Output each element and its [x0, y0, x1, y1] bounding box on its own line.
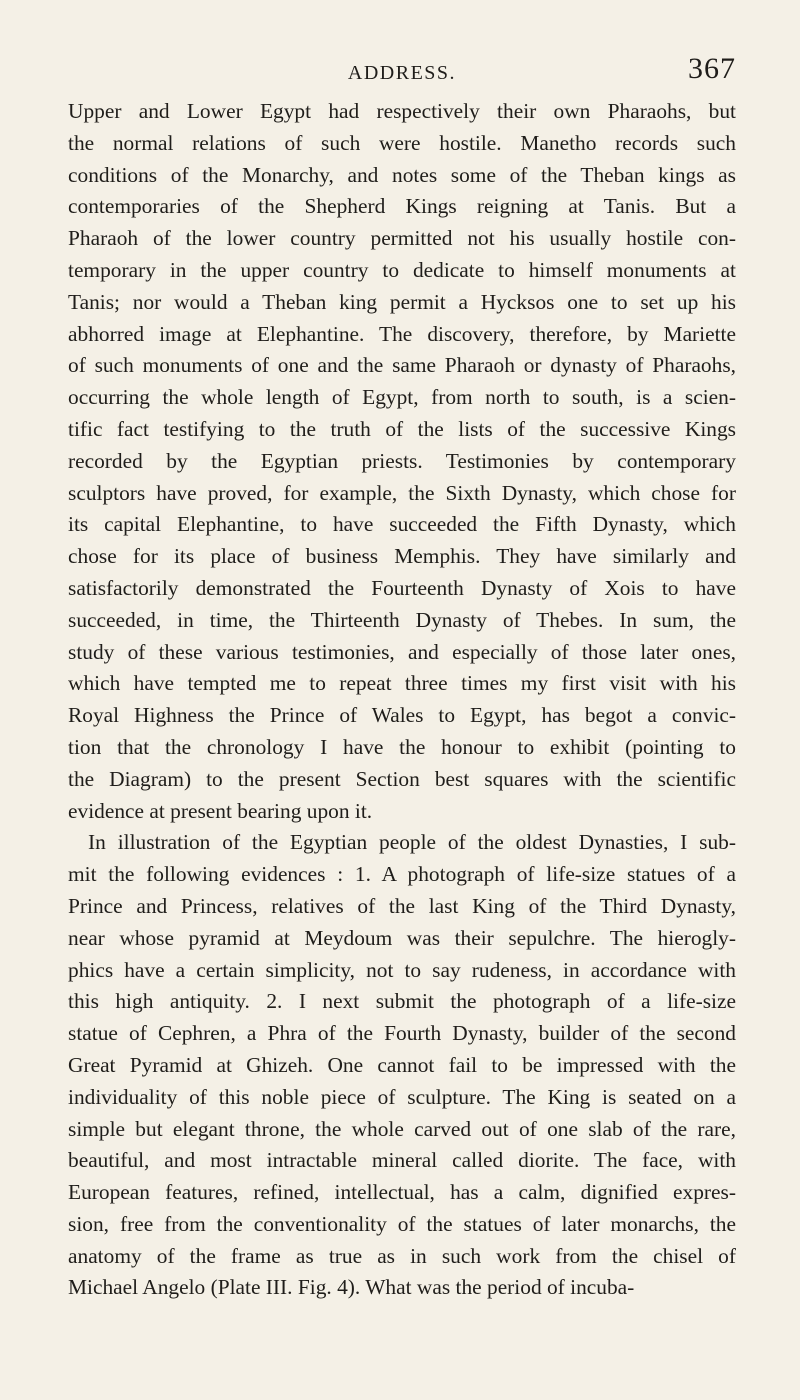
text-line: Royal Highness the Prince of Wales to Egypt, has begot a convic-	[68, 703, 736, 728]
body-text	[68, 96, 736, 1304]
text-line: this high antiquity. 2. I next submit the photograph of a life-size	[68, 989, 736, 1014]
text-line: abhorred image at Elephantine. The discovery, therefore, by Mariette	[68, 321, 736, 346]
text-line: the Diagram) to the present Section best squares with the scientific	[68, 766, 736, 791]
text-line: Michael Angelo (Plate III. Fig. 4). What was the period of incuba-	[68, 1275, 635, 1300]
text-line: of such monuments of one and the same Pharaoh or dynasty of Pharaohs,	[68, 353, 736, 378]
text-line: conditions of the Monarchy, and notes some of the Theban kings as	[68, 162, 736, 187]
text-line: chose for its place of business Memphis. They have similarly and	[68, 544, 736, 569]
text-line: tion that the chronology I have the honour to exhibit (pointing to	[68, 734, 736, 759]
text-line: Pharaoh of the lower country permitted not his usually hostile con-	[68, 226, 736, 251]
text-line: succeeded, in time, the Thirteenth Dynasty of Thebes. In sum, the	[68, 607, 736, 632]
page-header	[68, 50, 736, 90]
text-line: recorded by the Egyptian priests. Testimonies by contemporary	[68, 448, 736, 473]
text-line: Prince and Princess, relatives of the last King of the Third Dynasty,	[68, 893, 736, 918]
text-line: temporary in the upper country to dedicate to himself monuments at	[68, 257, 736, 282]
text-line: Great Pyramid at Ghizeh. One cannot fail to be impressed with the	[68, 1052, 736, 1077]
text-line: study of these various testimonies, and especially of those later ones,	[68, 639, 736, 664]
text-line: individuality of this noble piece of sculpture. The King is seated on a	[68, 1084, 736, 1109]
text-line: simple but elegant throne, the whole carved out of one slab of the rare,	[68, 1116, 736, 1141]
text-line: its capital Elephantine, to have succeeded the Fifth Dynasty, which	[68, 512, 736, 537]
text-line: the normal relations of such were hostile. Manetho records such	[68, 130, 736, 155]
text-line: anatomy of the frame as true as in such work from the chisel of	[68, 1243, 736, 1268]
text-line: sion, free from the conventionality of the statues of later monarchs, the	[68, 1211, 736, 1236]
text-line: evidence at present bearing upon it.	[68, 798, 373, 823]
text-line: Upper and Lower Egypt had respectively their own Pharaohs, but	[68, 99, 736, 123]
text-line: tific fact testifying to the truth of the lists of the successive Kings	[68, 416, 736, 441]
text-line: mit the following evidences : 1. A photograph of life-size statues of a	[68, 862, 736, 887]
text-line: near whose pyramid at Meydoum was their sepulchre. The hierogly-	[68, 925, 736, 950]
running-head: ADDRESS.	[347, 62, 457, 84]
text-line: sculptors have proved, for example, the Sixth Dynasty, which chose for	[68, 480, 736, 505]
text-line: which have tempted me to repeat three times my first visit with his	[68, 671, 736, 696]
text-line: statue of Cephren, a Phra of the Fourth Dynasty, builder of the second	[68, 1021, 736, 1046]
text-line: contemporaries of the Shepherd Kings reigning at Tanis. But a	[68, 194, 736, 219]
text-line: European features, refined, intellectual, has a calm, dignified expres-	[68, 1180, 736, 1205]
text-line: beautiful, and most intractable mineral called diorite. The face, with	[68, 1148, 736, 1173]
text-line: satisfactorily demonstrated the Fourteenth Dynasty of Xois to have	[68, 575, 736, 600]
paragraph	[68, 827, 736, 1304]
text-line: phics have a certain simplicity, not to say rudeness, in accordance with	[68, 957, 736, 982]
paragraph	[68, 96, 736, 827]
text-line: In illustration of the Egyptian people of the oldest Dynasties, I sub-	[88, 830, 736, 855]
page-number: 367	[688, 52, 736, 85]
text-line: occurring the whole length of Egypt, from north to south, is a scien-	[68, 385, 736, 410]
text-line: Tanis; nor would a Theban king permit a Hycksos one to set up his	[68, 289, 736, 314]
